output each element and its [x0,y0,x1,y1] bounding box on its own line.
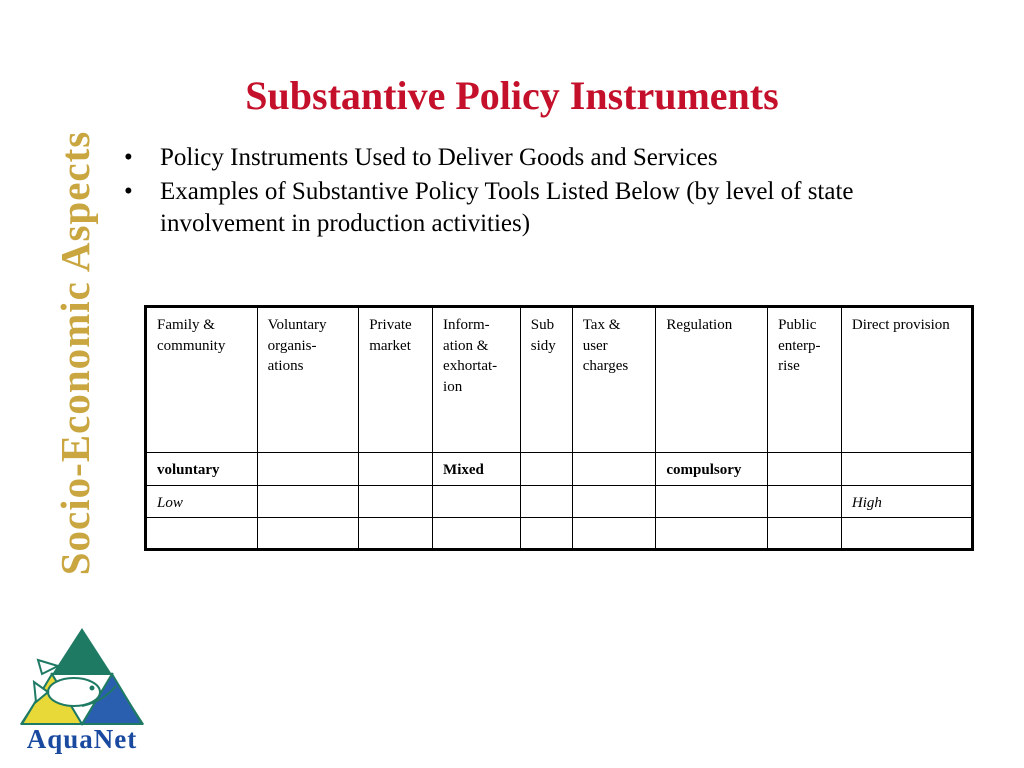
table-cell [572,518,656,550]
table-header-cell: Sub sidy [520,307,572,453]
table-cell [359,518,433,550]
table-header-cell: Tax & user charges [572,307,656,453]
table-cell: compulsory [656,453,768,486]
table-cell [359,485,433,518]
table-cell [572,453,656,486]
bullet-icon: • [124,144,133,171]
table-header-cell: Voluntary organis-ations [257,307,359,453]
table-cell: voluntary [146,453,258,486]
table-cell [257,518,359,550]
table-cell: Mixed [433,453,521,486]
table-row-involvement [146,453,973,486]
table-cell [768,453,842,486]
table-cell [572,485,656,518]
bullet-list [120,142,880,242]
table-cell [146,518,258,550]
table-cell [656,518,768,550]
table-cell [257,453,359,486]
table-cell [768,518,842,550]
table-cell: High [841,485,972,518]
bullet-icon: • [124,178,133,205]
table-cell [520,518,572,550]
bullet-text: Policy Instruments Used to Deliver Goods and Services [160,144,718,171]
slide-title: Substantive Policy Instruments [245,73,779,118]
table-header-cell: Direct provision [841,307,972,453]
bullet-item [120,176,880,240]
table-row-level [146,485,973,518]
table-cell [841,453,972,486]
table-cell [768,485,842,518]
table-header-cell: Family & community [146,307,258,453]
table-cell [433,518,521,550]
table-header-row [146,307,973,453]
logo-text: AquaNet [26,724,138,754]
table-cell [841,518,972,550]
bullet-item [120,142,880,174]
table-cell [257,485,359,518]
sidebar-title: Socio-Economic Aspects [52,130,98,576]
table-header-cell: Inform-ation & exhortat-ion [433,307,521,453]
policy-instruments-table [144,305,974,551]
table-cell [520,485,572,518]
table-row-empty [146,518,973,550]
table-cell [520,453,572,486]
table-header-cell: Private market [359,307,433,453]
table-cell [656,485,768,518]
table-cell [433,485,521,518]
table-header-cell: Regulation [656,307,768,453]
table-cell [359,453,433,486]
bullet-text: Examples of Substantive Policy Tools Listed Below (by level of state involvement in production activities) [160,178,854,237]
table-cell: Low [146,485,258,518]
table-header-cell: Public enterp-rise [768,307,842,453]
